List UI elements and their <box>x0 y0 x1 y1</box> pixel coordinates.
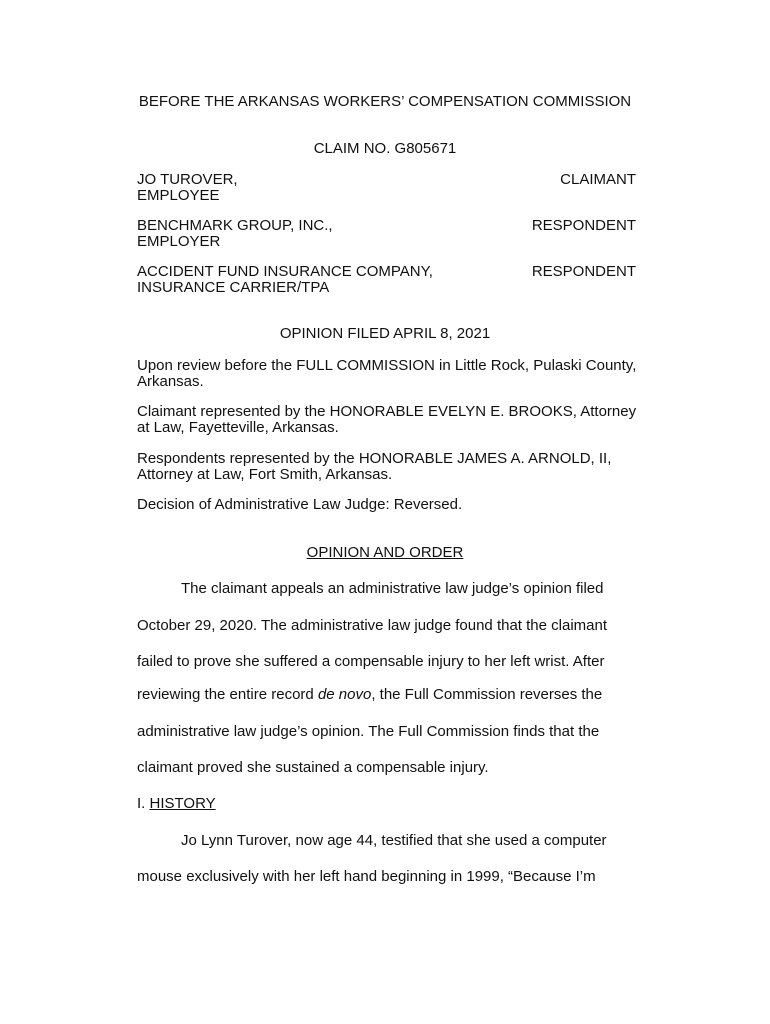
party-claimant-designation: CLAIMANT <box>560 171 636 188</box>
party-claimant-role: EMPLOYEE <box>137 187 220 204</box>
history-line-1: Jo Lynn Turover, now age 44, testified that she used a computer <box>181 832 607 849</box>
respondent-representation-line-2: Attorney at Law, Fort Smith, Arkansas. <box>137 466 393 483</box>
history-number: I. <box>137 795 150 812</box>
party-claimant-name: JO TUROVER, <box>137 171 238 188</box>
claimant-representation-line-1: Claimant represented by the HONORABLE EVELYN E. BROOKS, Attorney <box>137 403 637 420</box>
opinion-filed-date: OPINION FILED APRIL 8, 2021 <box>279 325 491 342</box>
body-line-4-start: reviewing the entire record <box>137 686 318 703</box>
body-line-5: administrative law judge’s opinion. The Full Commission finds that the <box>137 723 600 740</box>
body-line-1: The claimant appeals an administrative law judge’s opinion filed <box>181 580 604 597</box>
section-heading-history <box>137 795 216 812</box>
party-carrier-role: INSURANCE CARRIER/TPA <box>137 279 330 296</box>
party-carrier-designation: RESPONDENT <box>531 263 636 280</box>
party-employer-role: EMPLOYER <box>137 233 221 250</box>
body-line-2: October 29, 2020. The administrative law judge found that the claimant <box>137 617 608 634</box>
section-title-opinion-and-order: OPINION AND ORDER <box>306 544 464 561</box>
review-line-1: Upon review before the FULL COMMISSION in Little Rock, Pulaski County, <box>137 357 637 374</box>
respondent-representation-line-1: Respondents represented by the HONORABLE JAMES A. ARNOLD, II, <box>137 450 612 467</box>
party-carrier-name: ACCIDENT FUND INSURANCE COMPANY, <box>137 263 433 280</box>
history-line-2: mouse exclusively with her left hand beginning in 1999, “Because I’m <box>137 868 596 885</box>
claimant-representation-line-2: at Law, Fayetteville, Arkansas. <box>137 419 339 436</box>
body-line-6: claimant proved she sustained a compensable injury. <box>137 759 489 776</box>
body-line-3: failed to prove she suffered a compensable injury to her left wrist. After <box>137 653 605 670</box>
history-title: HISTORY <box>149 795 216 812</box>
party-employer-name: BENCHMARK GROUP, INC., <box>137 217 333 234</box>
body-line-4 <box>137 686 602 703</box>
alj-decision: Decision of Administrative Law Judge: Reversed. <box>137 496 463 513</box>
commission-heading: BEFORE THE ARKANSAS WORKERS’ COMPENSATION COMMISSION <box>138 93 632 110</box>
de-novo-term: de novo <box>317 686 372 703</box>
party-employer-designation: RESPONDENT <box>531 217 636 234</box>
body-line-4-end: , the Full Commission reverses the <box>371 686 603 703</box>
claim-number: CLAIM NO. G805671 <box>313 140 457 157</box>
review-line-2: Arkansas. <box>137 373 204 390</box>
